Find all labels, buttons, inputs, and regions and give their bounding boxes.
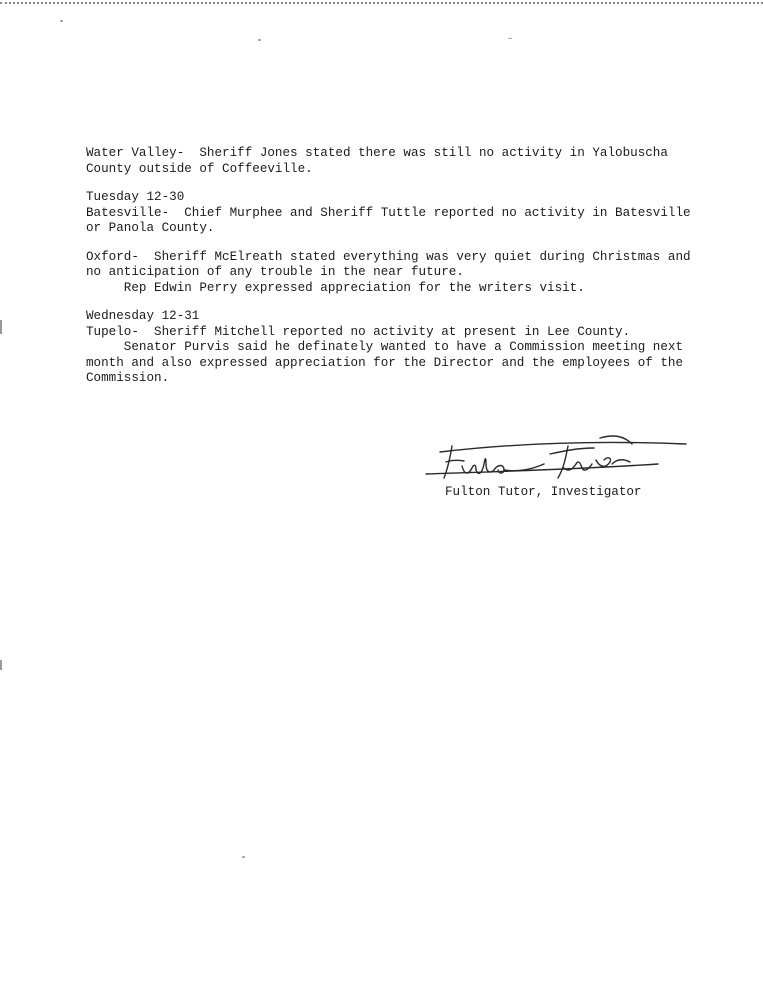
- scan-speck: [242, 856, 245, 858]
- text-line: Batesville- Chief Murphee and Sheriff Tuttle reported no activity in Batesville: [86, 205, 691, 220]
- text-line: Water Valley- Sheriff Jones stated there was still no activity in Yalobuscha: [86, 146, 668, 160]
- text-line: Oxford- Sheriff McElreath stated everything was very quiet during Christmas and: [86, 249, 691, 264]
- paragraph-oxford: [86, 250, 696, 297]
- text-line: or Panola County.: [86, 221, 215, 235]
- handwritten-signature: [418, 424, 693, 486]
- signer-name: Fulton Tutor, Investigator: [445, 485, 642, 499]
- scan-speck: [60, 20, 63, 22]
- text-line: month and also expressed appreciation for the Director and the employees of the: [86, 355, 684, 370]
- text-line: County outside of Coffeeville.: [86, 161, 313, 176]
- text-line: Tupelo- Sheriff Mitchell reported no activity at present in Lee County.: [86, 324, 631, 339]
- report-body: [86, 146, 696, 387]
- scan-speck: [0, 320, 2, 334]
- date-heading: Tuesday 12-30: [86, 190, 185, 204]
- text-line: Senator Purvis said he definately wanted to have a Commission meeting next: [86, 340, 684, 354]
- scan-speck: [0, 660, 2, 670]
- text-line: Commission.: [86, 371, 170, 385]
- scan-speck: [258, 39, 261, 41]
- text-line: Rep Edwin Perry expressed appreciation for the writers visit.: [86, 280, 585, 295]
- paragraph-batesville: [86, 190, 696, 237]
- paragraph-tupelo: [86, 309, 696, 387]
- scan-speck: [508, 38, 512, 39]
- page-top-edge: [0, 2, 763, 4]
- date-heading: Wednesday 12-31: [86, 309, 200, 323]
- text-line: no anticipation of any trouble in the near future.: [86, 265, 464, 279]
- paragraph-water-valley: [86, 146, 696, 177]
